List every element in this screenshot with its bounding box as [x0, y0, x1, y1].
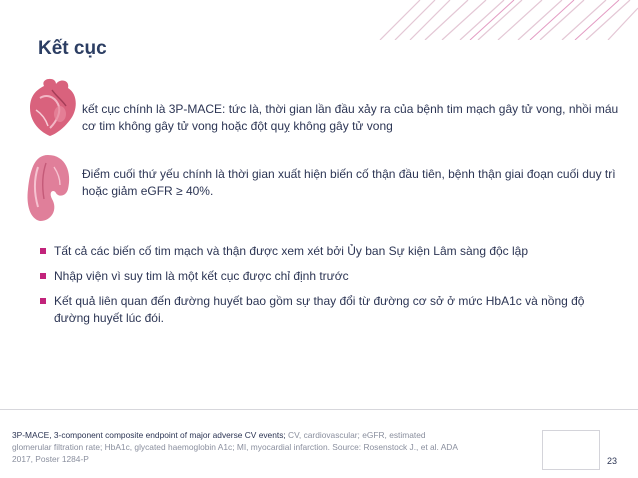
bullet-square-icon	[40, 273, 46, 279]
kidney-icon	[26, 153, 72, 223]
footnote-secondary: CV, cardiovascular; eGFR, estimated glomerular filtration rate; HbA1c, glycated haemoglobin A1c; MI, myocardial infarction. Source: Rosenstock J., et al. ADA 2017, Poster 1284-P	[12, 430, 458, 464]
bullet-square-icon	[40, 248, 46, 254]
heart-icon	[26, 76, 78, 138]
bullet-text: Nhập viện vì suy tim là một kết cục được chỉ định trước	[54, 269, 349, 283]
primary-endpoint-text: kết cục chính là 3P-MACE: tức là, thời gian lần đầu xảy ra của bệnh tim mạch gây tử vong, nhồi máu cơ tim không gây tử vong hoặc đột quỵ không gây tử vong	[82, 102, 619, 133]
bullet-square-icon	[40, 298, 46, 304]
logo-placeholder	[542, 430, 600, 470]
slide-title: Kết cục	[38, 38, 107, 59]
decorative-lines	[0, 0, 638, 40]
list-item	[40, 293, 620, 327]
footer-divider	[0, 409, 638, 410]
page-number: 23	[607, 456, 618, 466]
list-item	[40, 268, 620, 285]
footnote-main: 3P-MACE, 3-component composite endpoint of major adverse CV events;	[12, 430, 286, 440]
list-item	[40, 243, 620, 260]
bullet-list	[40, 243, 620, 335]
bullet-text: Tất cả các biến cố tim mạch và thận được xem xét bởi Ủy ban Sự kiện Lâm sàng độc lập	[54, 244, 529, 258]
bullet-text: Kết quả liên quan đến đường huyết bao gồm sự thay đổi từ đường cơ sở ở mức HbA1c và nồng độ đường huyết lúc đói.	[54, 294, 585, 325]
footnote	[12, 429, 460, 465]
secondary-endpoint-text: Điểm cuối thứ yếu chính là thời gian xuất hiện biến cố thận đầu tiên, bệnh thận giai đoạn cuối duy trì hoặc giảm eGFR ≥ 40%.	[82, 167, 616, 198]
